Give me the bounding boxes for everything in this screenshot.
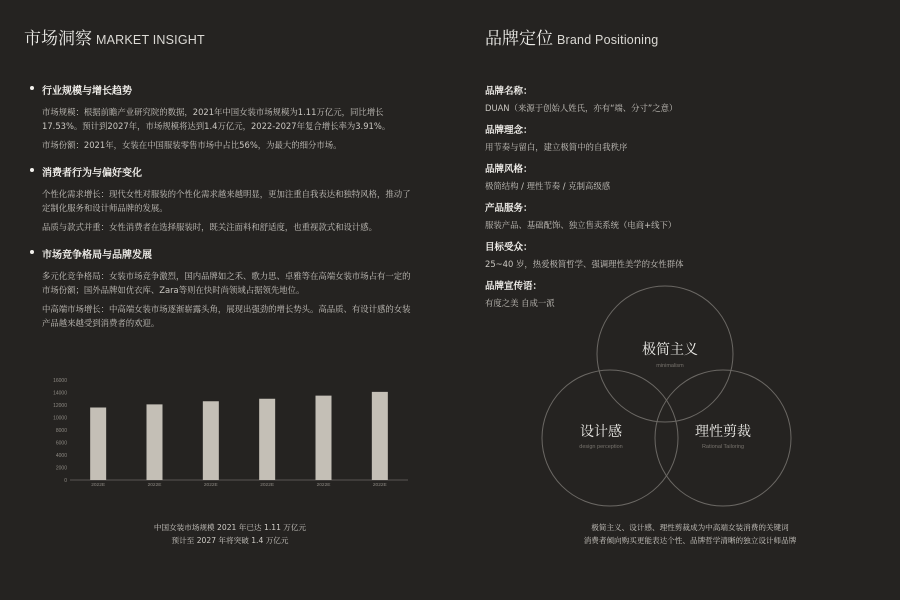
- y-tick-label: 4000: [55, 453, 67, 459]
- brand-positioning-title: [485, 24, 658, 49]
- section-paragraph: 品质与款式并重：女性消费者在选择服装时，既关注面料和舒适度，也重视款式和设计感。: [42, 222, 377, 232]
- y-tick-label: 0: [64, 478, 67, 484]
- venn-label-tailoring: 理性剪裁: [695, 424, 751, 440]
- bar: [147, 404, 163, 480]
- brand-value: 有度之美 自成一派: [485, 298, 555, 308]
- section-heading: 消费者行为与偏好变化: [30, 164, 415, 179]
- brand-item-services: [485, 203, 865, 232]
- brand-value: DUAN（来源于创始人姓氏，亦有“端、分寸”之意）: [485, 103, 678, 113]
- venn-caption-line: 极简主义、设计感、理性剪裁成为中高端女装消费的关键词: [591, 523, 789, 532]
- market-insight-title: [24, 24, 205, 49]
- venn-label-design: 设计感: [580, 424, 622, 440]
- market-insight-title-en: MARKET INSIGHT: [96, 33, 205, 47]
- y-tick-label: 12000: [53, 403, 67, 409]
- section-paragraph: 市场份额：2021年，女装在中国服装零售市场中占比56%，为最大的细分市场。: [42, 140, 342, 150]
- x-tick-label: 2022E: [147, 483, 162, 488]
- market-sections: [30, 82, 415, 342]
- brand-positioning-title-en: Brand Positioning: [557, 33, 659, 47]
- brand-label: 品牌风格：: [485, 164, 533, 175]
- section-competition: [30, 246, 415, 330]
- bar: [316, 396, 332, 480]
- y-tick-label: 6000: [55, 440, 67, 447]
- y-tick-label: 2000: [55, 465, 67, 472]
- section-paragraph: 中高端市场增长：中高端女装市场逐渐崭露头角，展现出强劲的增长势头。高品质、有设计感的女装产品越来越受到消费者的欢迎。: [42, 304, 411, 328]
- venn-sublabel-minimalism: minimalism: [656, 363, 684, 369]
- bar: [372, 392, 388, 480]
- x-tick-label: 2022E: [91, 483, 106, 488]
- bar: [90, 408, 106, 481]
- section-consumer-behavior: [30, 164, 415, 234]
- y-tick-label: 16000: [53, 378, 67, 384]
- venn-caption: [540, 521, 840, 547]
- brand-label: 产品服务：: [485, 203, 533, 214]
- section-heading: 行业规模与增长趋势: [30, 82, 415, 97]
- market-insight-title-cn: 市场洞察: [24, 29, 92, 49]
- x-tick-label: 2022E: [260, 483, 275, 488]
- bar: [203, 401, 219, 480]
- bar: [259, 399, 275, 480]
- brand-item-philosophy: [485, 125, 865, 154]
- brand-value: 25~40 岁，热爱极简哲学、强调理性美学的女性群体: [485, 259, 684, 269]
- section-paragraph: 个性化需求增长：现代女性对服装的个性化需求越来越明显，更加注重自我表达和独特风格，推动了定制化服务和设计师品牌的发展。: [42, 189, 411, 213]
- market-size-chart: [50, 372, 420, 497]
- y-tick-label: 14000: [53, 390, 67, 397]
- venn-label-minimalism: 极简主义: [642, 342, 698, 358]
- venn-svg: [535, 278, 865, 518]
- y-tick-label: 10000: [53, 415, 67, 422]
- section-paragraph: 市场规模：根据前瞻产业研究院的数据，2021年中国女装市场规模为1.11万亿元，同比增长17.53%。预计到2027年，市场规模将达到1.4万亿元，2022-2027年复合增长率为3.91%。: [42, 107, 391, 131]
- brand-label: 品牌宣传语：: [485, 281, 543, 292]
- brand-venn-diagram: [535, 278, 865, 518]
- brand-label: 品牌名称：: [485, 86, 533, 97]
- x-tick-label: 2022E: [316, 483, 331, 488]
- chart-caption: [80, 521, 380, 547]
- x-tick-label: 2022E: [372, 483, 387, 488]
- brand-value: 服装产品、基础配饰、独立售卖系统（电商+线下）: [485, 220, 677, 230]
- y-tick-label: 8000: [55, 428, 67, 434]
- section-heading: 市场竞争格局与品牌发展: [30, 246, 415, 261]
- venn-caption-line: 消费者倾向购买更能表达个性、品牌哲学清晰的独立设计师品牌: [583, 536, 797, 545]
- brand-label: 品牌理念：: [485, 125, 533, 136]
- venn-sublabel-design: design perception: [579, 444, 623, 450]
- brand-value: 极简结构 / 理性节奏 / 克制高级感: [485, 181, 611, 191]
- brand-item-style: [485, 164, 865, 193]
- chart-caption-line: 预计至 2027 年将突破 1.4 万亿元: [171, 536, 289, 545]
- venn-sublabel-tailoring: Rational Tailoring: [701, 444, 745, 450]
- brand-value: 用节奏与留白，建立极简中的自我秩序: [485, 142, 628, 152]
- chart-caption-line: 中国女装市场规模 2021 年已达 1.11 万亿元: [153, 523, 307, 532]
- section-industry-scale: [30, 82, 415, 152]
- brand-label: 目标受众：: [485, 242, 533, 253]
- x-tick-label: 2022E: [203, 483, 218, 488]
- market-size-bar-chart: [50, 372, 420, 497]
- section-paragraph: 多元化竞争格局：女装市场竞争激烈，国内品牌如之禾、歌力思、卓雅等在高端女装市场占有一定的市场份额；国外品牌如优衣库、Zara等则在快时尚领域占据领先地位。: [42, 271, 411, 295]
- brand-positioning-title-cn: 品牌定位: [485, 29, 553, 49]
- brand-item-audience: [485, 242, 865, 271]
- brand-item-name: [485, 86, 865, 115]
